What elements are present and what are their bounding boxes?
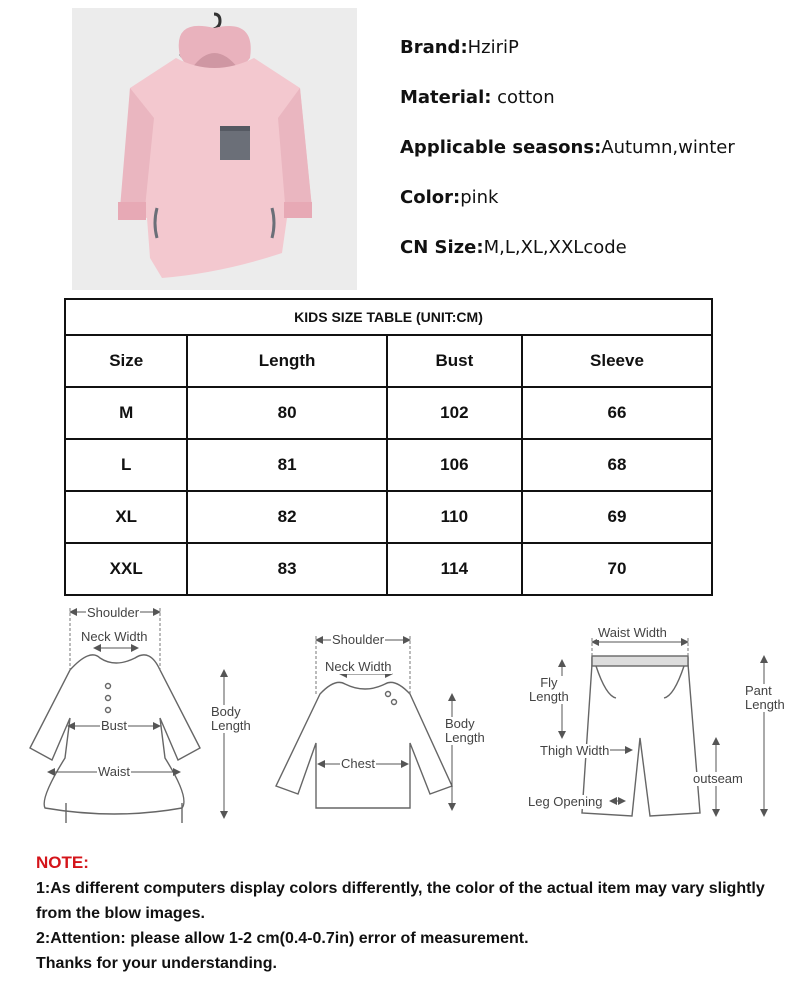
cell-size: XL <box>65 491 187 543</box>
note-line-1: 1:As different computers display colors differently, the color of the actual item may vary slightly from the blow images. <box>36 880 765 922</box>
cell-size: L <box>65 439 187 491</box>
top-shoulder-label: Shoulder <box>332 632 385 647</box>
pants-fly-length-label: Fly Length <box>529 675 569 704</box>
cell-length: 81 <box>187 439 386 491</box>
header-length: Length <box>187 335 386 387</box>
pants-leg-opening-label: Leg Opening <box>528 794 603 809</box>
top-chest-label: Chest <box>341 756 375 771</box>
size-table <box>64 298 713 596</box>
cell-sleeve: 68 <box>522 439 712 491</box>
dress-body-length-label: Body Length <box>211 704 251 733</box>
note-line-3: Thanks for your understanding. <box>36 955 277 972</box>
pants-thigh-width-label: Thigh Width <box>540 743 610 758</box>
cell-length: 80 <box>187 387 386 439</box>
top-neck-width-label: Neck Width <box>325 659 392 674</box>
size-table-header <box>65 335 712 387</box>
cell-bust: 114 <box>387 543 522 595</box>
table-row <box>65 543 712 595</box>
cell-size: XXL <box>65 543 187 595</box>
measurement-diagrams <box>0 598 800 853</box>
pants-outseam-label: outseam <box>693 771 743 786</box>
pants-pant-length-label: Pant Length <box>745 683 785 712</box>
notes-section <box>36 850 776 976</box>
cell-length: 83 <box>187 543 386 595</box>
product-specs <box>400 36 790 286</box>
spec-seasons: Applicable seasons:Autumn,winter <box>400 137 735 158</box>
header-sleeve: Sleeve <box>522 335 712 387</box>
dress-waist-label: Waist <box>98 764 131 779</box>
note-line-2: 2:Attention: please allow 1-2 cm(0.4-0.7in) error of measurement. <box>36 930 529 947</box>
table-row <box>65 387 712 439</box>
table-row <box>65 439 712 491</box>
cell-sleeve: 66 <box>522 387 712 439</box>
note-title: NOTE: <box>36 853 89 872</box>
header-bust: Bust <box>387 335 522 387</box>
cell-sleeve: 69 <box>522 491 712 543</box>
product-photo <box>72 8 357 290</box>
dress-neck-width-label: Neck Width <box>81 629 148 644</box>
top-body-length-label: Body Length <box>445 716 485 745</box>
spec-cn-size: CN Size:M,L,XL,XXLcode <box>400 237 627 258</box>
dress-shoulder-label: Shoulder <box>87 605 140 620</box>
header-size: Size <box>65 335 187 387</box>
spec-brand: Brand:HziriP <box>400 37 519 58</box>
cell-sleeve: 70 <box>522 543 712 595</box>
cell-bust: 110 <box>387 491 522 543</box>
spec-material: Material: cotton <box>400 87 555 108</box>
dress-bust-label: Bust <box>101 718 128 733</box>
cell-bust: 102 <box>387 387 522 439</box>
size-table-title: KIDS SIZE TABLE (UNIT:CM) <box>65 299 712 335</box>
pants-waist-width-label: Waist Width <box>598 625 667 640</box>
cell-length: 82 <box>187 491 386 543</box>
table-row <box>65 491 712 543</box>
cell-size: M <box>65 387 187 439</box>
cell-bust: 106 <box>387 439 522 491</box>
spec-color: Color:pink <box>400 187 499 208</box>
